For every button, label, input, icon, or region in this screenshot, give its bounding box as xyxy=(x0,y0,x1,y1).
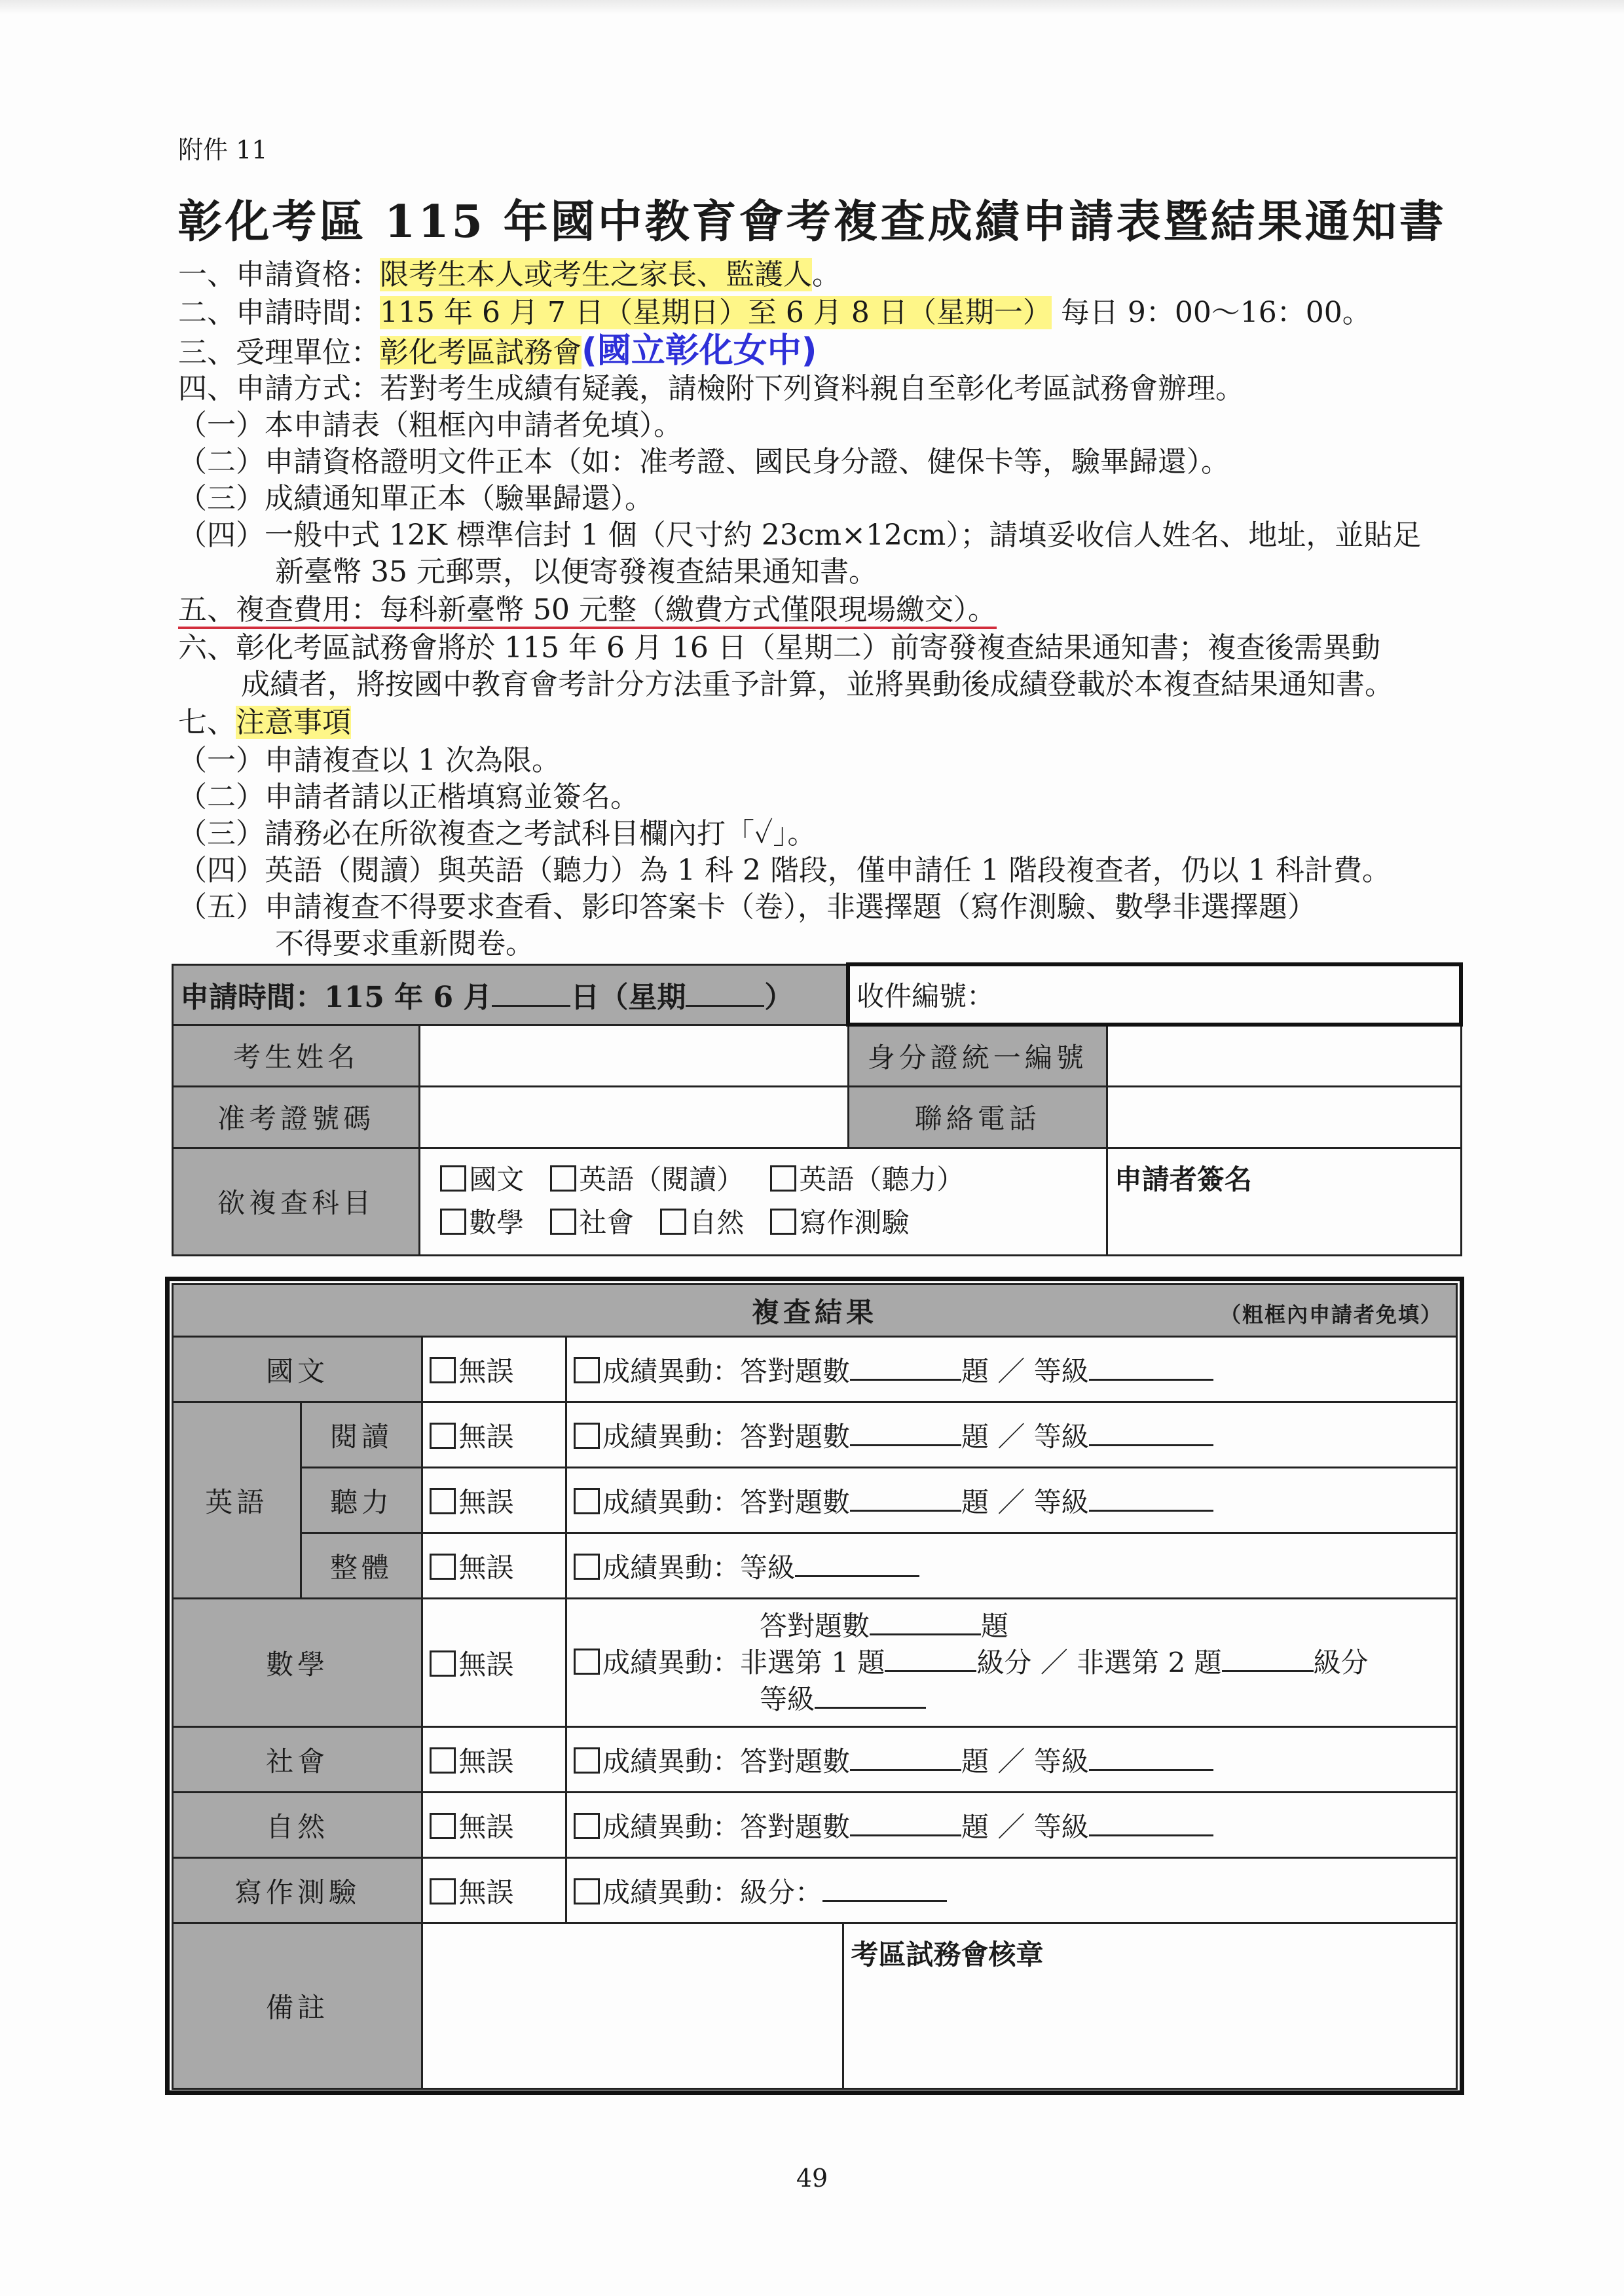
remarks-field[interactable] xyxy=(423,1924,844,2088)
rule-5: 五、複查費用：每科新臺幣 50 元整（繳費方式僅限現場繳交）。 xyxy=(178,592,997,629)
result-overall-changed[interactable]: 成績異動：等級 xyxy=(566,1533,1456,1599)
result-chinese-no-error[interactable]: 無誤 xyxy=(422,1337,566,1402)
id-number-field[interactable] xyxy=(1107,1025,1461,1086)
result-science-label: 自然 xyxy=(173,1793,422,1858)
rule-2: 二、申請時間：115 年 6 月 7 日（星期日）至 6 月 8 日（星期一） 每日 9：00～16：00。 xyxy=(178,296,1371,329)
result-chinese-changed[interactable]: 成績異動：答對題數 題 ／ 等級 xyxy=(566,1337,1456,1402)
result-math-changed[interactable] xyxy=(566,1599,1456,1727)
result-listening-label: 聽力 xyxy=(301,1468,422,1533)
rule-4: 四、申請方式：若對考生成績有疑義，請檢附下列資料親自至彰化考區試務會辦理。 xyxy=(178,372,1244,405)
checkbox-icon xyxy=(574,1554,600,1580)
remarks-row xyxy=(422,1923,1457,2089)
result-listening-changed[interactable]: 成績異動：答對題數 題 ／ 等級 xyxy=(566,1468,1456,1533)
checkbox-math[interactable]: 數學 xyxy=(440,1207,524,1239)
application-time: 申請時間：115 年 6 月 日（星期 ） xyxy=(173,964,849,1025)
rule-4-4a: （四）一般中式 12K 標準信封 1 個（尺寸約 23cm×12cm）；請填妥收信人姓名、地址，並貼足 xyxy=(178,519,1422,552)
checkbox-icon xyxy=(430,1488,456,1514)
rule-4-3: （三）成績通知單正本（驗畢歸還）。 xyxy=(178,482,654,515)
phone-label: 聯絡電話 xyxy=(848,1086,1107,1148)
result-social-changed[interactable]: 成績異動：答對題數 題 ／ 等級 xyxy=(566,1727,1456,1793)
rule-1: 一、申請資格：限考生本人或考生之家長、監護人。 xyxy=(178,258,841,291)
result-science-changed[interactable]: 成績異動：答對題數 題 ／ 等級 xyxy=(566,1793,1456,1858)
ticket-number-field[interactable] xyxy=(420,1086,848,1148)
result-reading-no-error[interactable]: 無誤 xyxy=(422,1402,566,1468)
math-line-2: 成績異動：非選第 1 題 級分 ／ 非選第 2 題 級分 xyxy=(574,1645,1449,1681)
result-reading-changed[interactable]: 成績異動：答對題數 題 ／ 等級 xyxy=(566,1402,1456,1468)
seal-field[interactable]: 考區試務會核章 xyxy=(851,1939,1044,1971)
page-number: 49 xyxy=(796,2164,828,2193)
checkbox-icon xyxy=(440,1165,466,1192)
checkbox-icon xyxy=(770,1165,796,1192)
rule-7-2: （二）申請者請以正楷填寫並簽名。 xyxy=(178,780,639,814)
rule-4-1: （一）本申請表（粗框內申請者免填）。 xyxy=(178,409,682,442)
subjects-checklist xyxy=(420,1148,1107,1255)
name-label: 考生姓名 xyxy=(173,1025,420,1086)
result-overall-no-error[interactable]: 無誤 xyxy=(422,1533,566,1599)
checkbox-icon xyxy=(430,1423,456,1449)
rule-3: 三、受理單位：彰化考區試務會(國立彰化女中) xyxy=(178,331,817,371)
checkbox-icon xyxy=(430,1554,456,1580)
ticket-number-label: 准考證號碼 xyxy=(173,1086,420,1148)
result-math-label: 數學 xyxy=(173,1599,422,1727)
checkbox-icon xyxy=(430,1357,456,1383)
id-number-label: 身分證統一編號 xyxy=(848,1025,1107,1086)
rule-7-5b: 不得要求重新閱卷。 xyxy=(275,927,534,960)
rule-7-5a: （五）申請複查不得要求查看、影印答案卡（卷），非選擇題（寫作測驗、數學非選擇題） xyxy=(178,890,1316,924)
page-title: 彰化考區 115 年國中教育會考複查成績申請表暨結果通知書 xyxy=(177,196,1447,248)
rule-7-1: （一）申請複查以 1 次為限。 xyxy=(178,744,561,777)
result-overall-label: 整體 xyxy=(301,1533,422,1599)
checkbox-icon xyxy=(574,1878,600,1904)
checkbox-chinese[interactable]: 國文 xyxy=(440,1163,524,1195)
checkbox-icon xyxy=(574,1423,600,1449)
rule-7-4: （四）英語（閱讀）與英語（聽力）為 1 科 2 階段，僅申請任 1 階段複查者，仍以 1 科計費。 xyxy=(178,854,1391,887)
attachment-label: 附件 11 xyxy=(178,136,268,164)
checkbox-icon xyxy=(430,1813,456,1839)
checkbox-icon xyxy=(430,1650,456,1677)
rule-6b: 成績者，將按國中教育會考計分方法重予計算，並將異動後成績登載於本複查結果通知書。 xyxy=(241,668,1393,701)
result-english-label: 英語 xyxy=(173,1402,301,1599)
rule-4-2: （二）申請資格證明文件正本（如：准考證、國民身分證、健保卡等，驗畢歸還）。 xyxy=(178,445,1230,479)
application-table xyxy=(172,962,1463,1256)
checkbox-english-reading[interactable]: 英語（閱讀） xyxy=(550,1163,744,1195)
checkbox-icon xyxy=(574,1649,600,1675)
checkbox-writing[interactable]: 寫作測驗 xyxy=(770,1207,909,1239)
checkbox-icon xyxy=(574,1357,600,1383)
checkbox-icon xyxy=(574,1488,600,1514)
result-writing-no-error[interactable]: 無誤 xyxy=(422,1858,566,1923)
rule-4-4b: 新臺幣 35 元郵票，以便寄發複查結果通知書。 xyxy=(275,555,877,589)
rule-6a: 六、彰化考區試務會將於 115 年 6 月 16 日（星期二）前寄發複查結果通知書；複查後需異動 xyxy=(178,631,1380,665)
result-social-label: 社會 xyxy=(173,1727,422,1793)
checkbox-icon xyxy=(574,1813,600,1839)
receipt-number-field[interactable]: 收件編號： xyxy=(848,964,1461,1025)
handwritten-note: (國立彰化女中) xyxy=(581,331,817,371)
checkbox-icon xyxy=(430,1747,456,1774)
result-science-no-error[interactable]: 無誤 xyxy=(422,1793,566,1858)
checkbox-icon xyxy=(550,1209,576,1235)
signature-field[interactable]: 申請者簽名 xyxy=(1107,1148,1461,1255)
rule-7-3: （三）請務必在所欲複查之考試科目欄內打「✓」。 xyxy=(178,817,817,850)
results-header: 複查結果 （粗框內申請者免填） xyxy=(173,1285,1457,1337)
name-field[interactable] xyxy=(420,1025,848,1086)
remarks-label: 備註 xyxy=(173,1923,422,2089)
results-table xyxy=(172,1283,1458,2090)
rule-7: 七、注意事項 xyxy=(178,706,351,739)
checkbox-social[interactable]: 社會 xyxy=(550,1207,634,1239)
checkbox-icon xyxy=(574,1747,600,1774)
math-line-1: 答對題數 題 xyxy=(759,1609,1009,1642)
checkbox-icon xyxy=(550,1165,576,1192)
result-listening-no-error[interactable]: 無誤 xyxy=(422,1468,566,1533)
checkbox-icon xyxy=(770,1209,796,1235)
result-social-no-error[interactable]: 無誤 xyxy=(422,1727,566,1793)
checkbox-english-listening[interactable]: 英語（聽力） xyxy=(770,1163,964,1195)
result-chinese-label: 國文 xyxy=(173,1337,422,1402)
result-math-no-error[interactable]: 無誤 xyxy=(422,1599,566,1727)
result-writing-label: 寫作測驗 xyxy=(173,1858,422,1923)
checkbox-icon xyxy=(660,1209,686,1235)
checkbox-science[interactable]: 自然 xyxy=(660,1207,744,1239)
results-header-note: （粗框內申請者免填） xyxy=(1219,1302,1443,1327)
subjects-label: 欲複查科目 xyxy=(173,1148,420,1255)
phone-field[interactable] xyxy=(1107,1086,1461,1148)
checkbox-icon xyxy=(440,1209,466,1235)
result-reading-label: 閱讀 xyxy=(301,1402,422,1468)
checkbox-icon xyxy=(430,1878,456,1904)
scan-edge xyxy=(0,0,1624,14)
math-line-3: 等級 xyxy=(760,1681,1449,1718)
result-writing-changed[interactable]: 成績異動：級分： xyxy=(566,1858,1456,1923)
